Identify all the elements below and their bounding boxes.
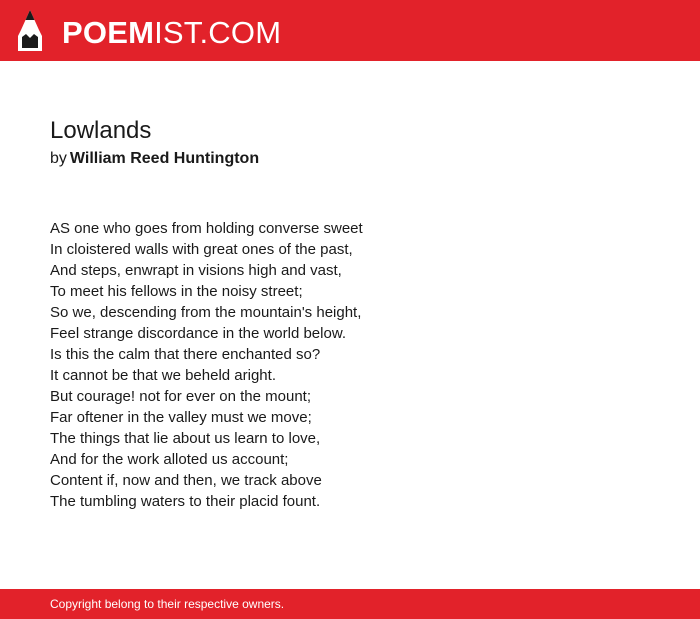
poem-line: And steps, enwrapt in visions high and vast, [50, 262, 342, 279]
poem-line: The tumbling waters to their placid fount. [50, 493, 321, 510]
site-footer [0, 589, 700, 619]
poem-line: In cloistered walls with great ones of the past, [50, 241, 353, 258]
poem-line: And for the work alloted us account; [50, 451, 289, 468]
site-logo-link[interactable] [17, 9, 281, 53]
poem-line: Far oftener in the valley must we move; [50, 409, 312, 426]
poem-line: Is this the calm that there enchanted so? [50, 346, 321, 363]
poem-line: It cannot be that we beheld aright. [50, 367, 276, 384]
poem-line: To meet his fellows in the noisy street; [50, 283, 303, 300]
author-name: William Reed Huntington [69, 150, 260, 167]
site-header [0, 0, 700, 61]
by-label: by [50, 150, 67, 167]
poem-line: Content if, now and then, we track above [50, 472, 322, 489]
site-logo-text [62, 14, 282, 50]
poem-line: So we, descending from the mountain's height, [50, 304, 362, 321]
poem-line: Feel strange discordance in the world below. [50, 325, 347, 342]
logo-light-part: IST.COM [154, 14, 282, 50]
poem-body [50, 218, 363, 512]
poem-line: AS one who goes from holding converse sweet [50, 220, 363, 237]
logo-bold-part: POEM [62, 14, 155, 50]
poem-line: The things that lie about us learn to love, [50, 430, 321, 447]
copyright-text: Copyright belong to their respective owners. [50, 597, 285, 611]
pencil-tip-icon [17, 10, 43, 52]
poem-line: But courage! not for ever on the mount; [50, 388, 311, 405]
byline [50, 148, 259, 170]
poem-title: Lowlands [50, 117, 152, 144]
